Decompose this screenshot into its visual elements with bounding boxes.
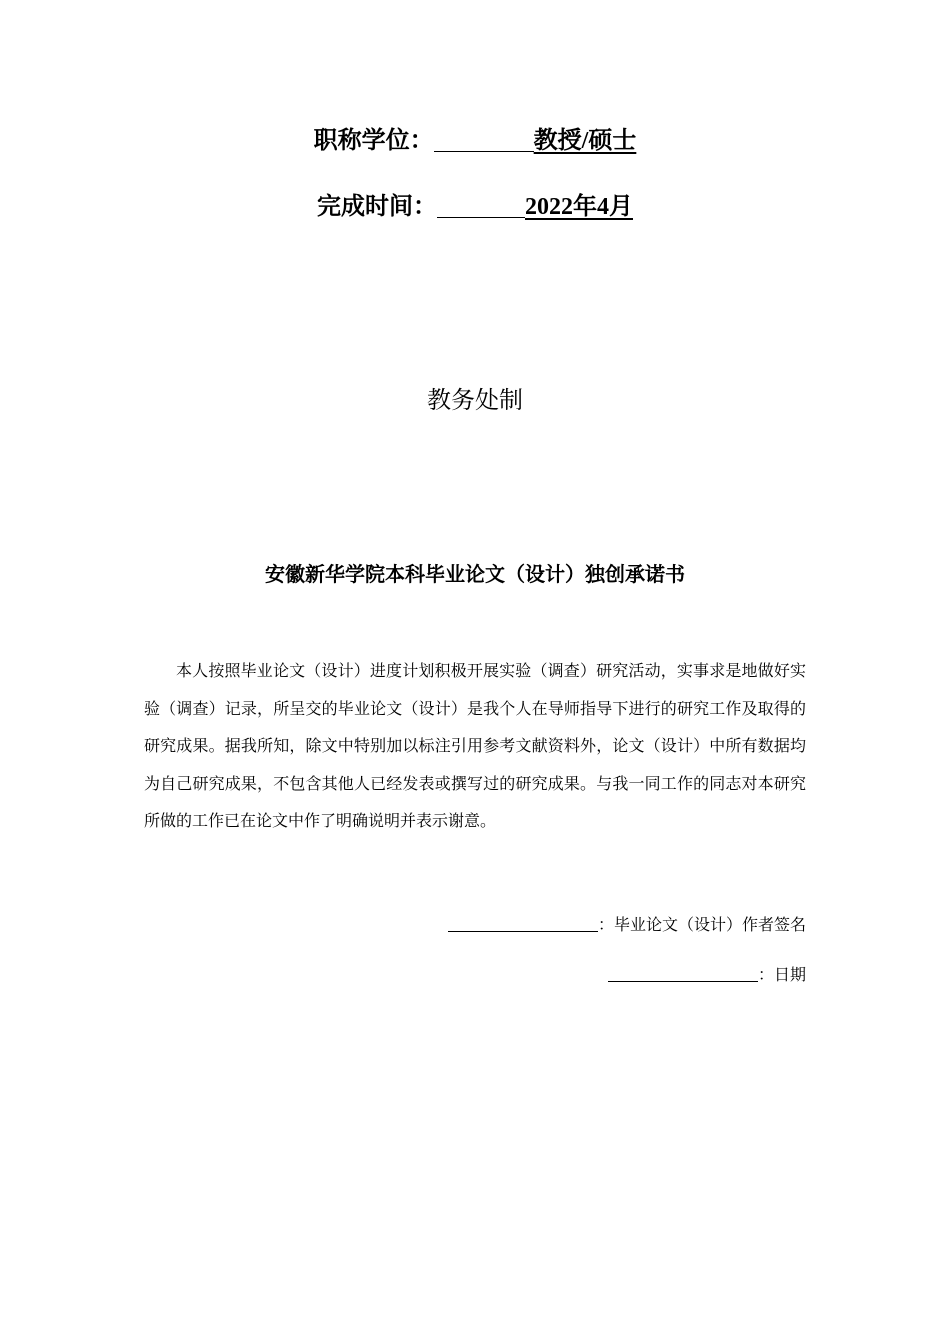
title-degree-label: 职称学位：: [313, 127, 434, 154]
date-label: ：日期: [757, 967, 806, 984]
pledge-body: 本人按照毕业论文（设计）进度计划积极开展实验（调查）研究活动，实事求是地做好实验（调查）记录，所呈交的毕业论文（设计）是我个人在导师指导下进行的研究工作及取得的研究成果。据我所知，除文中特别加以标注引用参考文献资料外，论文（设计）中所有数据均为自己研究成果，不包含其他人已经发表或撰写过的研究成果。与我一同工作的同志对本研究所做的工作已在论文中作了明确说明并表示谢意。: [144, 663, 806, 830]
author-signature-row: [448, 914, 806, 937]
author-signature-label: ：毕业论文（设计）作者签名: [597, 917, 806, 934]
completion-time-label: 完成时间：: [317, 193, 437, 220]
completion-time-underline: [437, 191, 525, 218]
date-blank[interactable]: [608, 964, 758, 982]
title-degree-field: [0, 124, 950, 158]
pledge-title: 安徽新华学院本科毕业论文（设计）独创承诺书: [265, 564, 685, 586]
issuing-office: 教务处制: [427, 387, 523, 414]
title-degree-underline: [434, 125, 534, 152]
author-signature-blank[interactable]: [448, 914, 598, 932]
completion-time-value: 2022年4月: [525, 194, 633, 220]
title-degree-value: 教授/硕士: [533, 128, 637, 154]
date-signature-row: [608, 964, 806, 987]
completion-time-field: [0, 190, 950, 224]
